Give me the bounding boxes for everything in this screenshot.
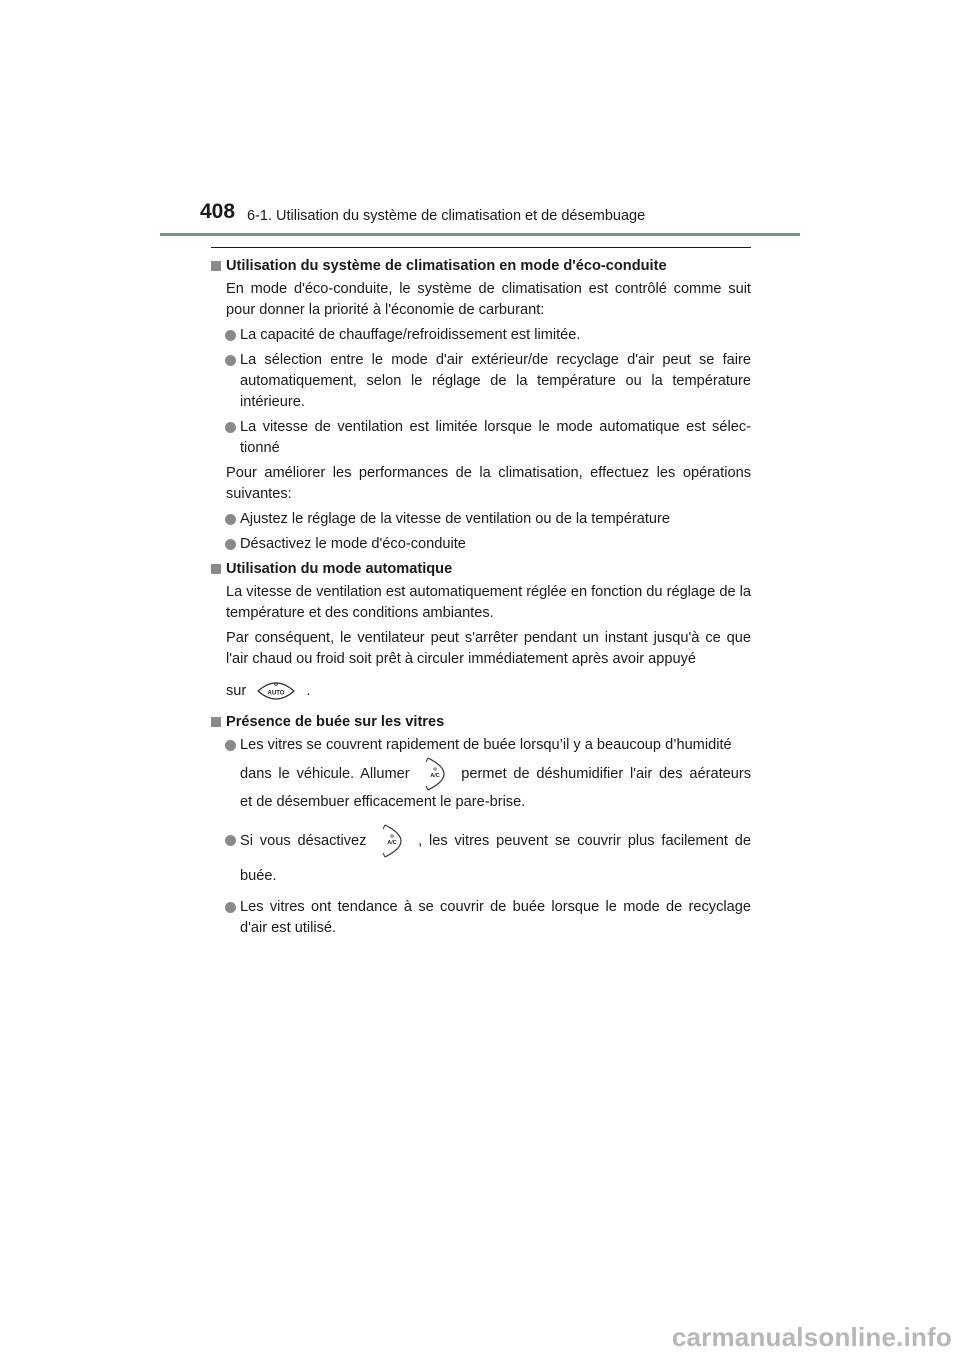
- paragraph: [211, 674, 751, 708]
- document-body: [211, 256, 751, 943]
- list-item: [211, 325, 751, 346]
- paragraph: Pour améliorer les performances de la climatisation, effectuez les opérations suivantes:: [226, 465, 751, 502]
- section-heading-text: Utilisation du mode automatique: [226, 561, 453, 577]
- list-item-text: La capacité de chauffage/refroidissement est limitée.: [240, 327, 581, 343]
- list-item: [211, 897, 751, 939]
- auto-button-icon: [256, 677, 296, 705]
- list-item-text: Les vitres ont tendance à se couvrir de buée lorsque le mode de recyclage d'air est utilisé.: [240, 899, 751, 936]
- page-header: [0, 0, 960, 240]
- paragraph: En mode d'éco-conduite, le système de climatisation est contrôlé comme suit pour donner la priorité à l'économie de carburant:: [226, 281, 751, 318]
- header-divider: [160, 233, 800, 236]
- paragraph: La vitesse de ventilation est automatiquement réglée en fonction du réglage de la température et des conditions ambiantes.: [226, 584, 751, 621]
- svg-text:A/C: A/C: [387, 840, 398, 846]
- bullet-dot-icon: [225, 902, 236, 913]
- square-bullet-icon: [211, 261, 221, 271]
- list-item-text: Les vitres se couvrent rapidement de buée lorsqu’il y a beaucoup d’humidité: [240, 737, 732, 753]
- list-item: [211, 350, 751, 413]
- list-item-text: buée.: [240, 868, 277, 884]
- ac-button-icon: [422, 756, 448, 792]
- ac-button-icon: [379, 823, 405, 859]
- svg-text:AUTO: AUTO: [267, 690, 285, 697]
- list-item-text: La vitesse de ventilation est limitée lorsque le mode automatique est sélec-tionné: [240, 419, 751, 456]
- section-heading-fog: [211, 712, 751, 733]
- list-item-text: La sélection entre le mode d'air extérieur/de recyclage d'air peut se faire automatiquement, selon le réglage de la température ou la température intérieure.: [240, 352, 751, 410]
- bullet-dot-icon: [225, 330, 236, 341]
- square-bullet-icon: [211, 564, 221, 574]
- bullet-dot-icon: [225, 835, 236, 846]
- inline-text: .: [306, 683, 311, 699]
- bullet-dot-icon: [225, 355, 236, 366]
- bullet-dot-icon: [225, 740, 236, 751]
- section-heading-text: Utilisation du système de climatisation en mode d'éco-conduite: [226, 258, 667, 274]
- paragraph: Par conséquent, le ventilateur peut s'arrêter pendant un instant jusqu'à ce que l'air chaud ou froid soit prêt à circuler immédiatement après avoir appuyé: [226, 630, 751, 667]
- section-heading-text: Présence de buée sur les vitres: [226, 714, 445, 730]
- list-item-text: et de désembuer efficacement le pare-brise.: [240, 794, 526, 810]
- list-item-text: Ajustez le réglage de la vitesse de ventilation ou de la température: [240, 511, 670, 527]
- content-divider: [211, 247, 751, 248]
- list-item: [211, 823, 751, 893]
- list-item-text: Désactivez le mode d'éco-conduite: [240, 536, 466, 552]
- inline-text: sur: [226, 683, 247, 699]
- inline-text: , les vitres peuvent se couvrir plus facilement de: [418, 832, 751, 849]
- inline-text: Si vous désactivez: [240, 832, 367, 849]
- bullet-dot-icon: [225, 514, 236, 525]
- inline-text: dans le véhicule. Allumer: [240, 765, 410, 782]
- section-heading-eco: [211, 256, 751, 277]
- list-item: [211, 417, 751, 459]
- list-item: [211, 735, 751, 813]
- bullet-dot-icon: [225, 539, 236, 550]
- bullet-dot-icon: [225, 422, 236, 433]
- page-number: 408: [200, 200, 236, 223]
- watermark: carmanualsonline.info: [671, 1322, 952, 1352]
- svg-text:A/C: A/C: [430, 773, 441, 779]
- list-item: [211, 534, 751, 555]
- list-item: [211, 509, 751, 530]
- inline-text: permet de déshumidifier l'air des aérateurs: [461, 765, 752, 782]
- section-heading-auto: [211, 559, 751, 580]
- chapter-title: 6-1. Utilisation du système de climatisation et de désembuage: [247, 208, 646, 224]
- square-bullet-icon: [211, 717, 221, 727]
